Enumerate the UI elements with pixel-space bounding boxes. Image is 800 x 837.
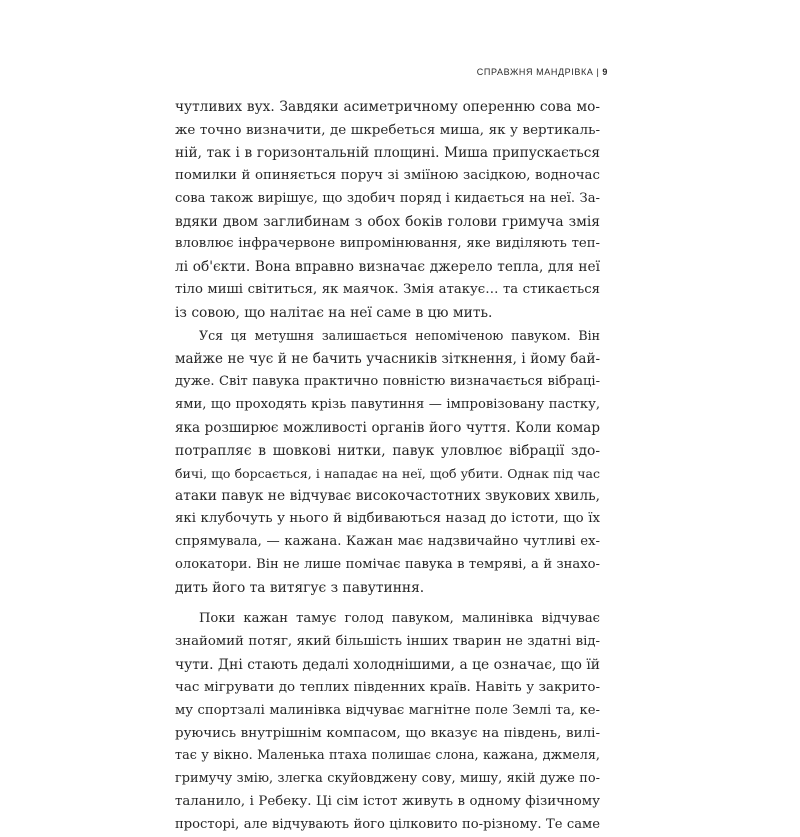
text-line: майже не чує й не бачить учасників зіткнення, і йому бай- bbox=[175, 350, 600, 367]
header-separator: | bbox=[596, 67, 600, 77]
text-line: спрямувала, — кажана. Кажан має надзвичайно чутливі ех- bbox=[175, 534, 600, 550]
text-line: ями, що проходять крізь павутиння — імпровізовану пастку, bbox=[175, 396, 600, 412]
text-line: вловлює інфрачервоне випромінювання, яке виділяють теп- bbox=[175, 236, 600, 252]
text-line: руючись внутрішнім компасом, що вказує на південь, вилі- bbox=[175, 725, 600, 742]
text-line: яка розширює можливості органів його чуття. Коли комар bbox=[175, 419, 600, 436]
text-line: із совою, що налітає на неї саме в цю мить. bbox=[175, 305, 493, 322]
text-line: лі об'єкти. Вона вправно визначає джерело тепла, для неї bbox=[175, 259, 600, 276]
text-line: час мігрувати до теплих південних країв. Навіть у закрито- bbox=[175, 679, 600, 695]
text-line: помилки й опиняється поруч зі зміїною засідкою, водночас bbox=[175, 167, 600, 183]
text-line: сова також вирішує, що здобич поряд і кидається на неї. За- bbox=[175, 190, 600, 206]
text-line: дуже. Світ павука практично повністю визначається вібраці- bbox=[175, 373, 600, 389]
text-line: бичі, що борсається, і нападає на неї, щоб убити. Однак під час bbox=[175, 465, 600, 481]
paragraph-1 bbox=[175, 96, 600, 325]
text-line: тає у вікно. Маленька птаха полишає слона, кажана, джмеля, bbox=[175, 748, 600, 764]
text-line: тіло миші світиться, як маячок. Змія атакує… та стикається bbox=[175, 282, 600, 298]
body-text bbox=[175, 96, 600, 837]
text-line: Поки кажан тамує голод павуком, малинівка відчуває bbox=[199, 610, 600, 626]
paragraph-3 bbox=[175, 608, 600, 837]
text-line: ній, так і в горизонтальній площині. Миша припускається bbox=[175, 144, 600, 161]
text-line: чути. Дні стають дедалі холоднішими, а це означає, що їй bbox=[175, 656, 600, 673]
running-header bbox=[477, 67, 608, 77]
text-line: гримучу змію, злегка скуйовджену сову, мишу, якій дуже по- bbox=[175, 771, 600, 787]
text-line: дить його та витягує з павутиння. bbox=[175, 580, 425, 597]
text-line: чутливих вух. Завдяки асиметричному оперенню сова мо- bbox=[175, 99, 600, 115]
text-line: атаки павук не відчуває високочастотних звукових хвиль, bbox=[175, 488, 600, 505]
page-number: 9 bbox=[602, 67, 608, 77]
paragraph-2 bbox=[175, 325, 600, 600]
text-line: таланило, і Ребеку. Ці сім істот живуть в одному фізичному bbox=[175, 794, 600, 810]
text-line: просторі, але відчувають його цілковито по-різному. Те саме bbox=[175, 817, 600, 833]
text-line: вдяки двом заглибинам з обох боків голови гримуча змія bbox=[175, 213, 600, 230]
text-line: Уся ця метушня залишається непоміченою павуком. Він bbox=[199, 328, 600, 344]
text-line: які клубочуть у нього й відбиваються назад до істоти, що їх bbox=[175, 511, 600, 527]
text-line: потрапляє в шовкові нитки, павук уловлює вібрації здо- bbox=[175, 442, 600, 459]
text-line: же точно визначити, де шкребеться миша, як у вертикаль- bbox=[175, 121, 600, 138]
text-line: му спортзалі малинівка відчуває магнітне поле Землі та, ке- bbox=[175, 702, 600, 718]
text-line: знайомий потяг, який більшість інших тварин не здатні від- bbox=[175, 633, 600, 649]
text-line: олокатори. Він не лише помічає павука в темряві, а й знахо- bbox=[175, 557, 600, 573]
running-title: СПРАВЖНЯ МАНДРІВКА bbox=[476, 67, 594, 77]
